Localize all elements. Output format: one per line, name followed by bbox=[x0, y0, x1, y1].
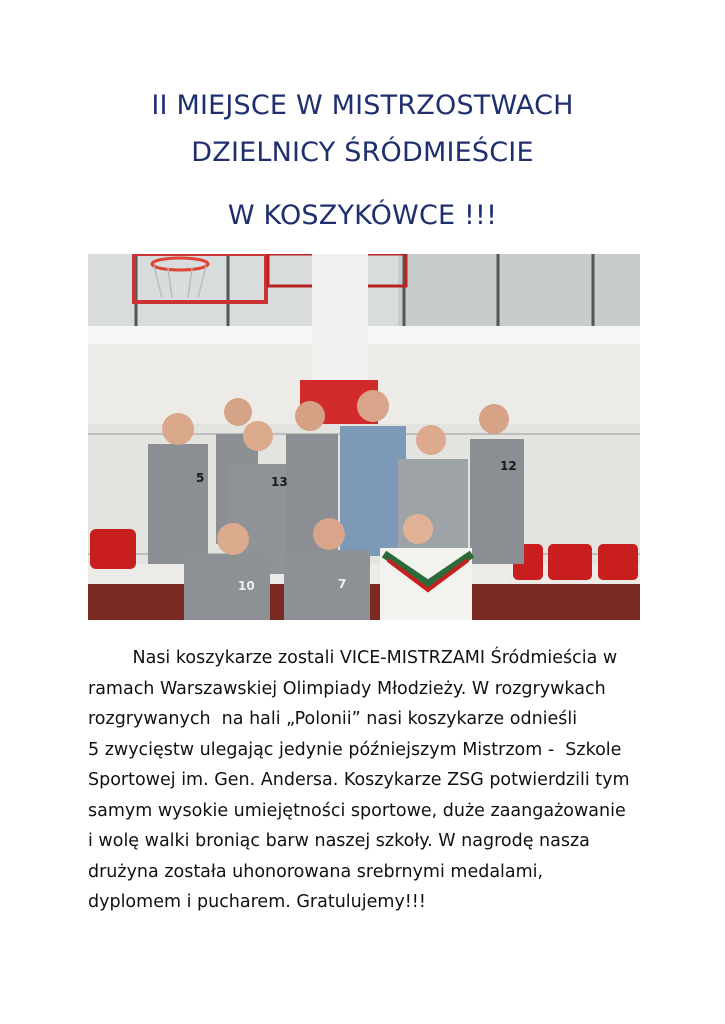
jersey-number: 10 bbox=[238, 579, 255, 593]
article-line: ramach Warszawskiej Olimpiady Młodzieży. W rozgrywkach bbox=[88, 678, 606, 699]
jersey-number: 12 bbox=[493, 573, 510, 587]
jersey-number: 5 bbox=[196, 471, 205, 485]
article-line: 5 zwycięstw ulegając jedynie późniejszym Mistrzom - Szkole bbox=[88, 739, 622, 760]
article-line: samym wysokie umiejętności sportowe, duże zaangażowanie bbox=[88, 800, 626, 821]
team-photo bbox=[88, 254, 640, 620]
article-line: rozgrywanych na hali „Polonii” nasi koszykarze odnieśli bbox=[88, 709, 578, 729]
jersey-number: 13 bbox=[271, 475, 288, 489]
jersey-number: 7 bbox=[338, 577, 347, 591]
article-body bbox=[88, 643, 648, 918]
article-line: i wolę walki broniąc barw naszej szkoły. W nagrodę nasza bbox=[88, 831, 590, 851]
jersey-number: 12 bbox=[500, 459, 517, 473]
team-photo-illustration bbox=[88, 254, 640, 620]
headline-line-3: W KOSZYKÓWCE !!! bbox=[227, 200, 498, 231]
article-line: Sportowej im. Gen. Andersa. Koszykarze ZSG potwierdzili tym bbox=[88, 770, 630, 790]
article-line: dyplomem i pucharem. Gratulujemy!!! bbox=[88, 892, 426, 912]
article-line: drużyna została uhonorowana srebrnymi medalami, bbox=[88, 861, 544, 882]
article-line: Nasi koszykarze zostali VICE-MISTRZAMI Śródmieścia w bbox=[88, 648, 618, 668]
headline-line-2: DZIELNICY ŚRÓDMIEŚCIE bbox=[191, 137, 534, 168]
headline-line-1: II MIEJSCE W MISTRZOSTWACH bbox=[151, 90, 574, 121]
